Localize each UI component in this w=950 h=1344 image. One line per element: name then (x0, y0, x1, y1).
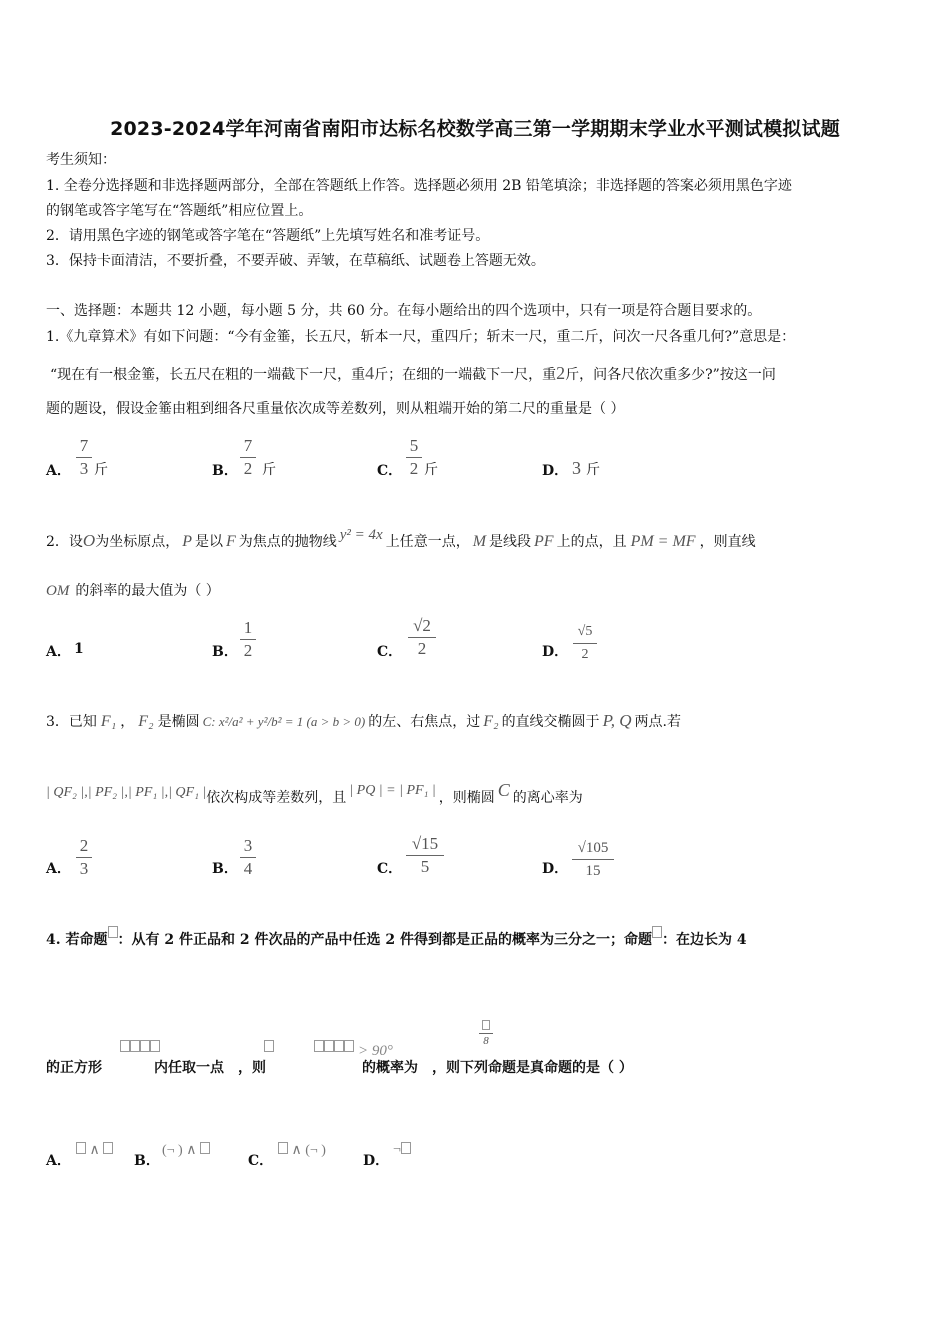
q4-option-b-label: B． (134, 1153, 160, 1169)
q2-line2: OM 的斜率的最大值为（ ） (46, 583, 220, 599)
q4-option-d-expr: ¬ (393, 1142, 411, 1158)
q2-option-b-label: B． (212, 644, 238, 660)
q1-option-d-unit: 斤 (586, 462, 600, 478)
q1-option-d-value: 3 (572, 458, 581, 478)
placeholder-glyph-icon (652, 926, 662, 938)
q2-option-d-label: D． (542, 644, 569, 660)
q2-option-c-fraction: √2 2 (408, 616, 436, 659)
q3-option-a-label: A． (46, 861, 71, 877)
page-title: 2023-2024学年河南省南阳市达标名校数学高三第一学期期末学业水平测试模拟试题 (110, 118, 840, 140)
q4-option-c-expr: ∧ (¬ ) (278, 1142, 326, 1159)
q1-option-a-fraction: 7 3 (76, 436, 92, 479)
q1-option-c-label: C． (377, 463, 403, 479)
q2-option-b-fraction: 1 2 (240, 618, 256, 661)
q4-option-a-label: A． (46, 1153, 71, 1169)
q2-option-a-label: A． (46, 644, 71, 660)
q1-option-b-fraction: 7 2 (240, 436, 256, 479)
q3-option-d-label: D． (542, 861, 569, 877)
angle-expression: > 90° (314, 1040, 393, 1060)
section-heading: 一、选择题：本题共 12 小题，每小题 5 分，共 60 分。在每小题给出的四个选项中，只有一项是符合题目要求的。 (46, 303, 762, 319)
q2-option-a-value: 1 (74, 641, 84, 657)
q4-option-b-expr: (¬ ) ∧ (162, 1142, 210, 1159)
q3-option-d-fraction: √105 15 (572, 838, 614, 881)
q1-line2: “现在有一根金箠，长五尺在粗的一端截下一尺，重4斤；在细的一端截下一尺，重2斤，问各尺依次重多少?”按这一问 (50, 363, 776, 383)
notice-item: 2．请用黑色字迹的钢笔或答字笔在“答题纸”上先填写姓名和准考证号。 (46, 228, 490, 244)
q3-option-c-label: C． (377, 861, 403, 877)
q4-line2: 的正方形 内任取一点 ，则 的概率为 ，则下列命题是真命题的是（ ） (46, 1060, 633, 1076)
square-label-placeholder (120, 1040, 160, 1059)
q4-option-c-label: C． (248, 1153, 274, 1169)
q1-option-c-unit: 斤 (424, 462, 438, 478)
point-placeholder (264, 1040, 274, 1059)
q3-option-c-fraction: √15 5 (406, 834, 444, 877)
probability-fraction: 8 (479, 1020, 493, 1047)
q4-option-d-label: D． (363, 1153, 390, 1169)
q3-option-b-label: B． (212, 861, 238, 877)
q2-option-c-label: C． (377, 644, 403, 660)
q1-option-c-fraction: 5 2 (406, 436, 422, 479)
q1-option-a-unit: 斤 (94, 462, 108, 478)
q3-option-b-fraction: 3 4 (240, 836, 256, 879)
notice-item: 3．保持卡面清洁，不要折叠，不要弄破、弄皱，在草稿纸、试题卷上答题无效。 (46, 253, 545, 269)
q4-option-a-expr: ∧ (76, 1142, 113, 1159)
q1-option-a-label: A． (46, 463, 71, 479)
q3-line2: | QF₂ |,| PF₂ |,| PF₁ |,| QF₁ |依次构成等差数列，且 | PQ | = | PF₁ | ，则椭圆 C 的离心率为 (46, 780, 583, 806)
q1-option-b-label: B． (212, 463, 238, 479)
q3-line1: 3．已知 F₁ ， F₂ 是椭圆 C: x²/a² + y²/b² = 1 (a > b > 0) 的左、右焦点，过 F₂ 的直线交椭圆于 P, Q 两点.若 (46, 711, 681, 730)
q1-line3: 题的题设，假设金箠由粗到细各尺重量依次成等差数列，则从粗端开始的第二尺的重量是（ ） (46, 401, 625, 417)
notice-item: 的钢笔或答字笔写在“答题纸”相应位置上。 (46, 203, 313, 219)
q4-line1: 4. 若命题 ：从有 2 件正品和 2 件次品的产品中任选 2 件得到都是正品的概率为三分之一；命题 ：在边长为 4 (46, 930, 747, 950)
notice-heading: 考生须知： (46, 152, 116, 168)
notice-item: 1. 全卷分选择题和非选择题两部分，全部在答题纸上作答。选择题必须用 2B 铅笔填涂；非选择题的答案必须用黑色字迹 (46, 178, 792, 194)
q1-option-d-label: D． (542, 463, 569, 479)
q2-line1: 2．设O为坐标原点， P 是以 F 为焦点的抛物线 y² = 4x 上任意一点， M 是线段 PF 上的点，且 PM = MF ，则直线 (46, 527, 756, 550)
q2-option-d-fraction: √5 2 (573, 622, 597, 665)
q1-option-b-unit: 斤 (262, 462, 276, 478)
q3-option-a-fraction: 2 3 (76, 836, 92, 879)
q1-line1: 1.《九章算术》有如下问题：“今有金箠，长五尺，斩本一尺，重四斤；斩末一尺，重二斤，问次一尺各重几何?”意思是： (46, 329, 796, 345)
placeholder-glyph-icon (108, 926, 118, 938)
